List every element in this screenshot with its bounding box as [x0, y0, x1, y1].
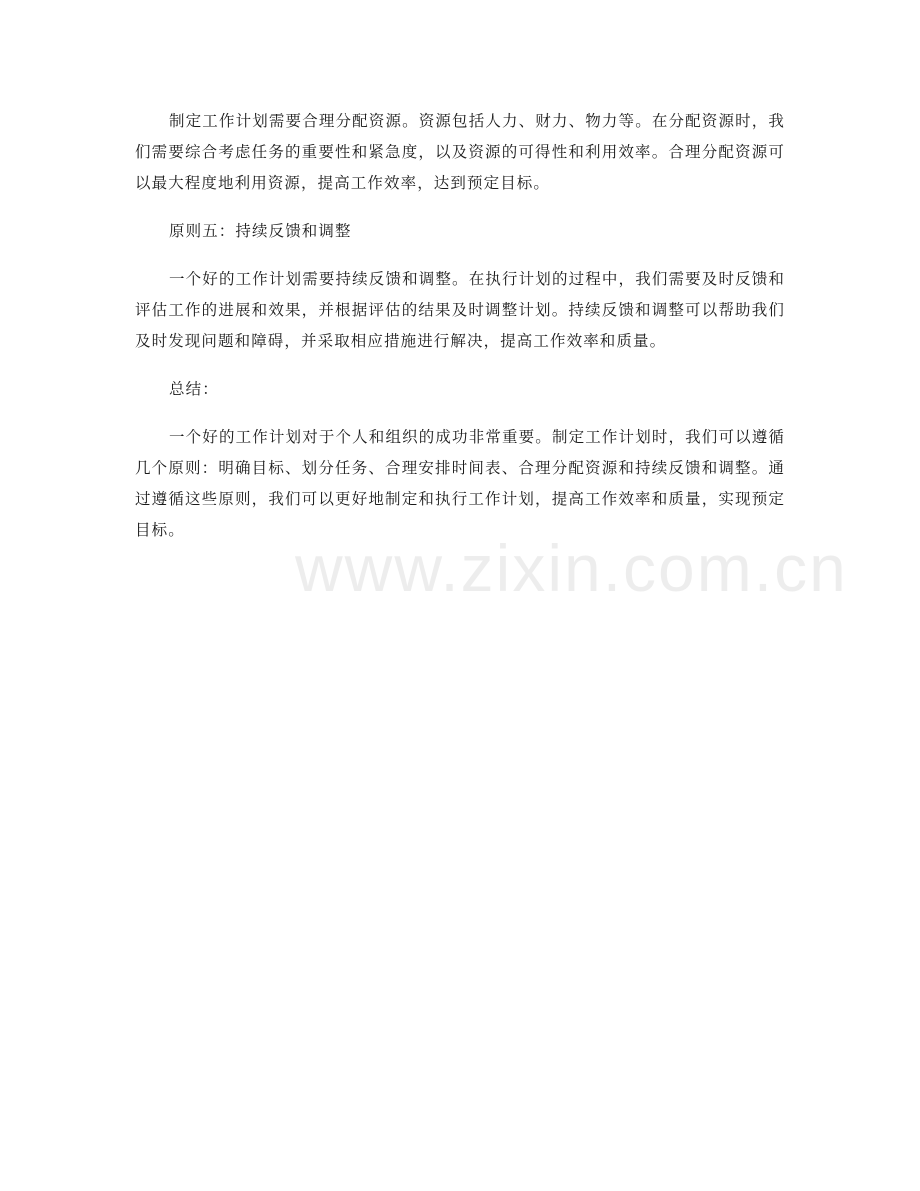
heading-summary: 总结：: [169, 380, 219, 398]
paragraph-summary: 一个好的工作计划对于个人和组织的成功非常重要。制定工作计划时，我们可以遵循几个原则：明确目标、划分任务、合理安排时间表、合理分配资源和持续反馈和调整。通过遵循这些原则，我们可以更好地制定和执行工作计划，提高工作效率和质量，实现预定目标。: [135, 428, 785, 539]
document-body: [135, 106, 785, 563]
heading-principle-five: 原则五：持续反馈和调整: [169, 222, 352, 240]
paragraph-feedback-adjustment: 一个好的工作计划需要持续反馈和调整。在执行计划的过程中，我们需要及时反馈和评估工作的进展和效果，并根据评估的结果及时调整计划。持续反馈和调整可以帮助我们及时发现问题和障碍，并采取相应措施进行解决，提高工作效率和质量。: [135, 270, 785, 350]
watermark: www.zixin.com.cn: [295, 531, 848, 605]
paragraph-resource-allocation: 制定工作计划需要合理分配资源。资源包括人力、财力、物力等。在分配资源时，我们需要综合考虑任务的重要性和紧急度，以及资源的可得性和利用效率。合理分配资源可以最大程度地利用资源，提高工作效率，达到预定目标。: [135, 112, 785, 192]
